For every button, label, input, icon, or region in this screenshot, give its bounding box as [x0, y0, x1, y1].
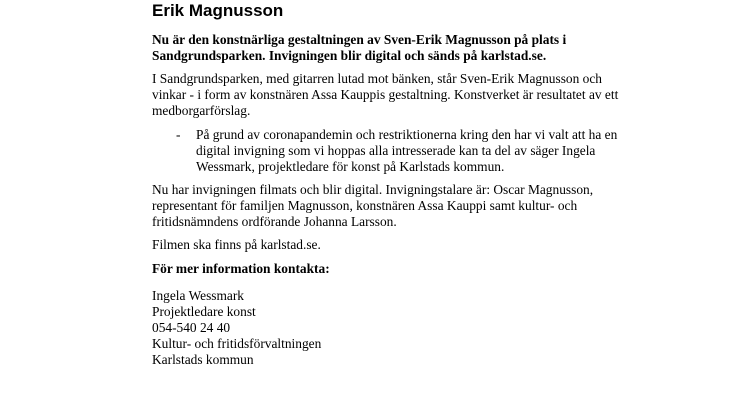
- contact-organization: Karlstads kommun: [152, 352, 254, 367]
- contact-phone: 054-540 24 40: [152, 320, 231, 335]
- intro-paragraph: I Sandgrundsparken, med gitarren lutad mot bänken, står Sven-Erik Magnusson och vinkar - i form av konstnären Assa Kauppis gestaltning. Konstverket är resultatet av ett medborgarförslag.: [152, 71, 619, 118]
- contact-block: [152, 288, 622, 368]
- lead-paragraph: Nu är den konstnärliga gestaltningen av Sven-Erik Magnusson på plats i Sandgrundsparken. Invigningen blir digital och sänds på karlstad.se.: [152, 32, 567, 63]
- contact-role: Projektledare konst: [152, 304, 256, 319]
- inauguration-paragraph: Nu har invigningen filmats och blir digital. Invigningstalare är: Oscar Magnusson, representant för familjen Magnusson, konstnären Assa Kauppi samt kultur- och fritidsnämndens ordförande Johanna Larsson.: [152, 182, 594, 229]
- bullet-dash: -: [176, 127, 181, 142]
- contact-heading: För mer information kontakta:: [152, 261, 330, 276]
- quote-bullet: [152, 127, 622, 175]
- press-release: [152, 0, 622, 368]
- film-paragraph: Filmen ska finns på karlstad.se.: [152, 237, 321, 252]
- contact-name: Ingela Wessmark: [152, 288, 245, 303]
- page-title: Erik Magnusson: [152, 1, 284, 20]
- quote-text: På grund av coronapandemin och restriktionerna kring den har vi valt att ha en digital invigning som vi hoppas alla intresserade kan ta del av säger Ingela Wessmark, projektledare för konst på Karlstads kommun.: [196, 127, 618, 174]
- contact-department: Kultur- och fritidsförvaltningen: [152, 336, 322, 351]
